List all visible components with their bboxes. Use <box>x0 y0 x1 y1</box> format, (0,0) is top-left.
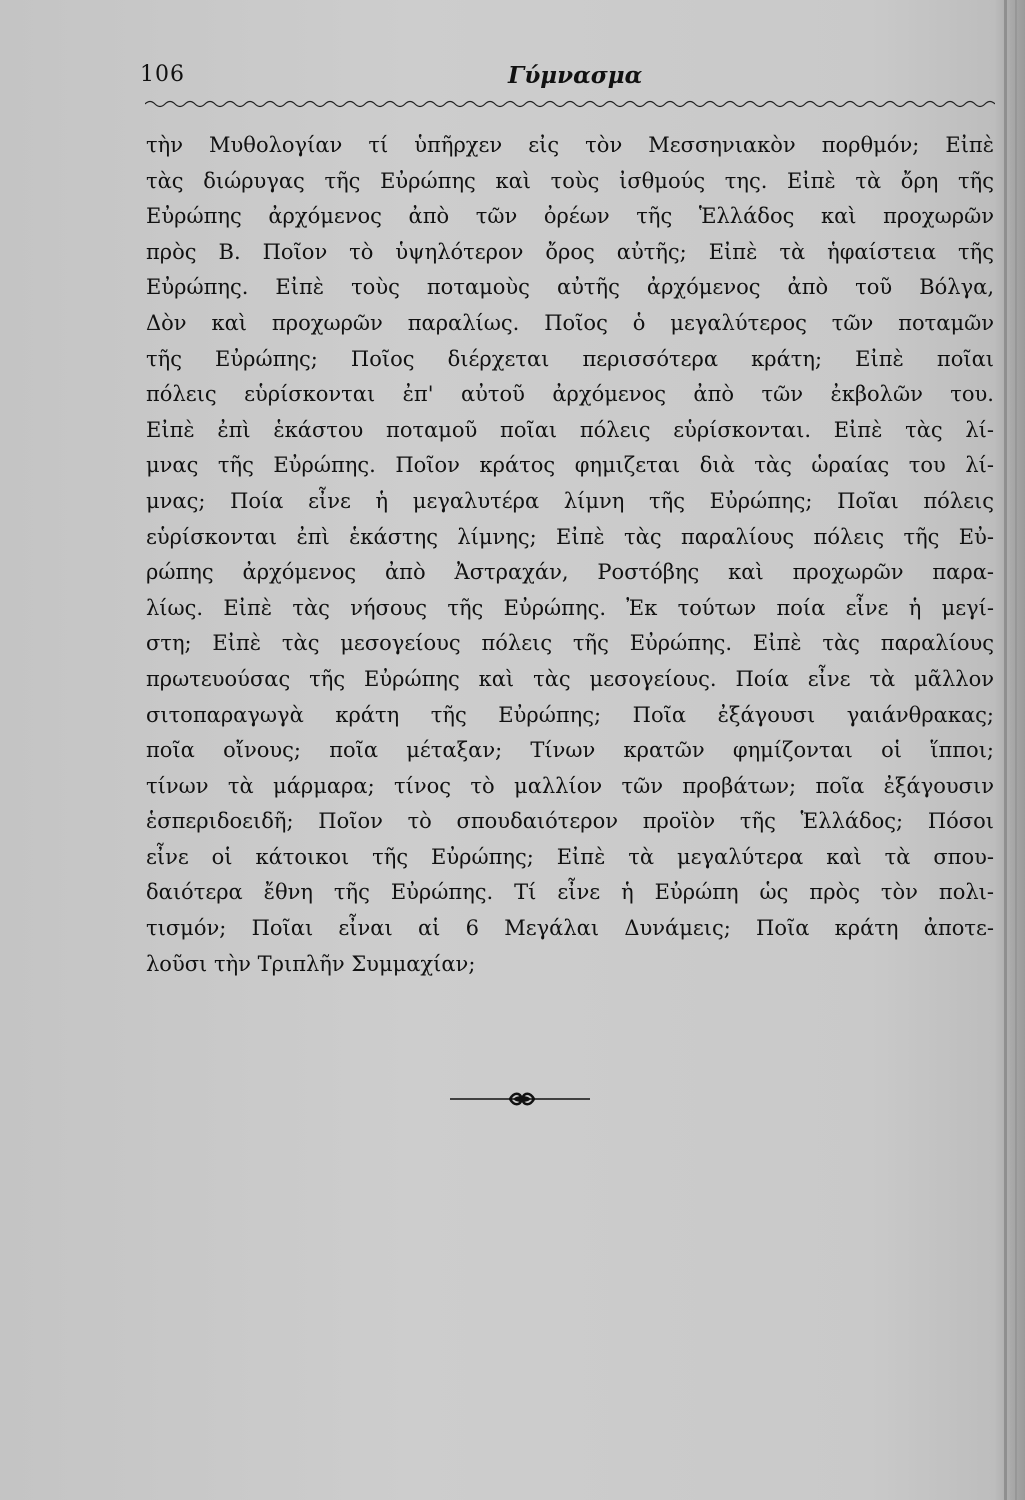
text-line: ἑσπεριδοειδῆ; Ποῖον τὸ σπουδαιότερον προϊὸν τῆς Ἑλλάδος; Πόσοι <box>146 809 994 834</box>
text-line: τίνων τὰ μάρμαρα; τίνος τὸ μαλλίον τῶν προβάτων; ποῖα ἐξάγουσιν <box>146 773 994 798</box>
wavy-rule-divider <box>145 98 995 110</box>
text-line: Δὸν καὶ προχωρῶν παραλίως. Ποῖος ὁ μεγαλύτερος τῶν ποταμῶν <box>146 310 994 335</box>
page-edge-line <box>1015 0 1017 1500</box>
text-line: τῆς Εὐρώπης; Ποῖος διέρχεται περισσότερα κράτη; Εἰπὲ ποῖαι <box>146 346 994 371</box>
text-line: λίως. Εἰπὲ τὰς νήσους τῆς Εὐρώπης. Ἐκ τούτων ποία εἶνε ἡ μεγί- <box>146 595 994 620</box>
text-line: πόλεις εὑρίσκονται ἐπ' αὐτοῦ ἀρχόμενος ἀπὸ τῶν ἐκβολῶν του. <box>146 382 994 407</box>
text-line: τὰς διώρυγας τῆς Εὐρώπης καὶ τοὺς ἰσθμούς της. Εἰπὲ τὰ ὄρη τῆς <box>146 168 994 193</box>
text-line: Εὐρώπης. Εἰπὲ τοὺς ποταμοὺς αὐτῆς ἀρχόμενος ἀπὸ τοῦ Βόλγα, <box>146 275 994 300</box>
text-line: Εὐρώπης ἀρχόμενος ἀπὸ τῶν ὀρέων τῆς Ἑλλάδος καὶ προχωρῶν <box>146 204 994 229</box>
text-line: εἶνε οἱ κάτοικοι τῆς Εὐρώπης; Εἰπὲ τὰ μεγαλύτερα καὶ τὰ σπου- <box>146 844 994 869</box>
text-line: τὴν Μυθολογίαν τί ὑπῆρχεν εἰς τὸν Μεσσηνιακὸν πορθμόν; Εἰπὲ <box>146 133 994 157</box>
text-line: ποῖα οἴνους; ποῖα μέταξαν; Τίνων κρατῶν φημίζονται οἱ ἵπποι; <box>146 738 994 763</box>
text-line: δαιότερα ἔθνη τῆς Εὐρώπης. Τί εἶνε ἡ Εὐρώπη ὡς πρὸς τὸν πολι- <box>146 880 994 905</box>
end-ornament-icon <box>450 1088 590 1110</box>
text-line: μνας τῆς Εὐρώπης. Ποῖον κράτος φημιζεται διὰ τὰς ὡραίας του λί- <box>146 453 994 478</box>
text-line: πρωτευούσας τῆς Εὐρώπης καὶ τὰς μεσογείους. Ποία εἶνε τὰ μᾶλλον <box>146 666 994 691</box>
text-line: σιτοπαραγωγὰ κράτη τῆς Εὐρώπης; Ποῖα ἐξάγουσι γαιάνθρακας; <box>146 702 994 727</box>
text-line: λοῦσι τὴν Τριπλῆν Συμμαχίαν; <box>146 951 476 976</box>
text-line: εὑρίσκονται ἐπὶ ἑκάστης λίμνης; Εἰπὲ τὰς παραλίους πόλεις τῆς Εὐ- <box>146 524 994 549</box>
page-edge-shadow <box>1004 0 1007 1500</box>
text-line: τισμόν; Ποῖαι εἶναι αἱ 6 Μεγάλαι Δυνάμεις; Ποῖα κράτη ἀποτε- <box>146 916 994 941</box>
wavy-rule-line <box>145 102 995 107</box>
body-text <box>146 128 994 982</box>
text-line: μνας; Ποία εἶνε ἡ μεγαλυτέρα λίμνη τῆς Εὐρώπης; Ποῖαι πόλεις <box>146 488 994 513</box>
text-line: πρὸς Β. Ποῖον τὸ ὑψηλότερον ὄρος αὐτῆς; Εἰπὲ τὰ ἡφαίστεια τῆς <box>146 239 994 264</box>
text-line: στη; Εἰπὲ τὰς μεσογείους πόλεις τῆς Εὐρώπης. Εἰπὲ τὰς παραλίους <box>146 631 994 656</box>
page-number: 106 <box>140 62 185 87</box>
running-head: Γύμνασμα <box>508 62 643 89</box>
text-line: ρώπης ἀρχόμενος ἀπὸ Ἀστραχάν, Ροστόβης καὶ προχωρῶν παρα- <box>146 560 994 585</box>
text-line: Εἰπὲ ἐπὶ ἑκάστου ποταμοῦ ποῖαι πόλεις εὑρίσκονται. Εἰπὲ τὰς λί- <box>146 417 994 442</box>
